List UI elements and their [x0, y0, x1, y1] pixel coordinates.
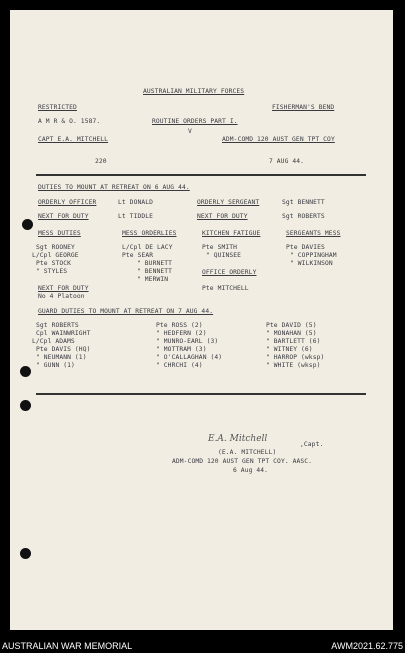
- next-duty2: Sgt ROBERTS: [282, 213, 325, 220]
- kitchen-fatigue-label: KITCHEN FATIGUE: [202, 230, 261, 237]
- next-duty-label: NEXT FOR DUTY: [38, 213, 89, 220]
- sergeants-mess-name: Pte DAVIES: [286, 244, 325, 251]
- guard-name: " MUNRO-EARL (3): [156, 338, 219, 345]
- orderly-sergeant-label: ORDERLY SERGEANT: [197, 199, 260, 206]
- footer-left: AUSTRALIAN WAR MEMORIAL: [2, 641, 133, 651]
- mess-duty-name: Pte STOCK: [36, 260, 72, 267]
- office-orderly: Pte MITCHELL: [202, 285, 249, 292]
- guard-name: L/Cpl ADAMS: [32, 338, 75, 345]
- mess-duty-name: L/Cpl GEORGE: [32, 252, 79, 259]
- guard-name: Cpl WAINWRIGHT: [36, 330, 91, 337]
- mess-orderly-name: " MERWIN: [137, 276, 169, 283]
- doc-title: AUSTRALIAN MILITARY FORCES: [143, 88, 245, 95]
- signature: E.A. Mitchell: [208, 434, 268, 444]
- punch-hole: [20, 548, 31, 559]
- guard-name: " MONAHAN (5): [266, 330, 317, 337]
- orderly-sergeant: Sgt BENNETT: [282, 199, 325, 206]
- signature-date: 6 Aug 44.: [233, 467, 269, 474]
- mess-orderly-name: L/Cpl DE LACY: [122, 244, 173, 251]
- office-orderly-label: OFFICE ORDERLY: [202, 269, 257, 276]
- next-duty3: No 4 Platoon: [38, 293, 85, 300]
- punch-hole: [20, 400, 31, 411]
- next-duty3-label: NEXT FOR DUTY: [38, 285, 89, 292]
- next-duty2-label: NEXT FOR DUTY: [197, 213, 248, 220]
- guard-name: " HARROP (wksp): [266, 354, 325, 361]
- signature-name: (E.A. MITCHELL): [218, 449, 277, 456]
- mess-duty-name: Sgt ROONEY: [36, 244, 75, 251]
- location: FISHERMAN'S BEND: [272, 104, 335, 111]
- guard-name: " GUNN (1): [36, 362, 75, 369]
- order-date: 7 AUG 44.: [269, 158, 305, 165]
- mark: V: [188, 128, 192, 135]
- unit-name: ADM-COMD 120 AUST GEN TPT COY: [222, 136, 335, 143]
- mess-orderly-name: " BENNETT: [137, 268, 173, 275]
- guard-name: " WITNEY (6): [266, 346, 313, 353]
- divider: [36, 174, 366, 176]
- guard-name: " MOTTRAM (3): [156, 346, 207, 353]
- signature-rank: ,Capt.: [300, 441, 324, 448]
- duties-heading: DUTIES TO MOUNT AT RETREAT ON 6 AUG 44.: [38, 184, 190, 191]
- signature-unit: ADM-COMD 120 AUST GEN TPT COY. AASC.: [172, 458, 313, 465]
- guard-heading: GUARD DUTIES TO MOUNT AT RETREAT ON 7 AUG 44.: [38, 308, 214, 315]
- capt-left: CAPT E.A. MITCHELL: [38, 136, 109, 143]
- guard-name: " O'CALLAGHAN (4): [156, 354, 223, 361]
- document-page: [10, 10, 393, 630]
- guard-name: " WHITE (wksp): [266, 362, 321, 369]
- punch-hole: [22, 219, 33, 230]
- mess-orderly-name: " BURNETT: [137, 260, 173, 267]
- sergeants-mess-name: " COPPINGHAM: [290, 252, 337, 259]
- mess-orderlies-label: MESS ORDERLIES: [122, 230, 177, 237]
- mess-orderly-name: Pte SEAR: [122, 252, 154, 259]
- orderly-officer-label: ORDERLY OFFICER: [38, 199, 97, 206]
- next-duty: Lt TIDDLE: [118, 213, 154, 220]
- orders-title: ROUTINE ORDERS PART I.: [152, 118, 238, 125]
- restricted-label: RESTRICTED: [38, 104, 77, 111]
- mess-duties-label: MESS DUTIES: [38, 230, 81, 237]
- footer-right: AWM2021.62.775: [331, 641, 403, 651]
- guard-name: Pte DAVIS (HQ): [36, 346, 91, 353]
- kitchen-name: Pte SMITH: [202, 244, 238, 251]
- guard-name: Pte DAVID (5): [266, 322, 317, 329]
- guard-name: " NEUMANN (1): [36, 354, 87, 361]
- kitchen-name: " QUINSEE: [206, 252, 242, 259]
- guard-name: " CHRCHI (4): [156, 362, 203, 369]
- guard-name: Pte ROSS (2): [156, 322, 203, 329]
- orderly-officer: Lt DONALD: [118, 199, 154, 206]
- punch-hole: [20, 366, 31, 377]
- order-number: 220: [95, 158, 107, 165]
- guard-name: " BARTLETT (6): [266, 338, 321, 345]
- divider: [36, 393, 366, 395]
- mess-duty-name: " STYLES: [36, 268, 68, 275]
- amr-ref: A M R & O. 1587.: [38, 118, 101, 125]
- guard-name: Sgt ROBERTS: [36, 322, 79, 329]
- sergeants-mess-name: " WILKINSON: [290, 260, 333, 267]
- sergeants-mess-label: SERGEANTS MESS: [286, 230, 341, 237]
- guard-name: " HEDFERN (2): [156, 330, 207, 337]
